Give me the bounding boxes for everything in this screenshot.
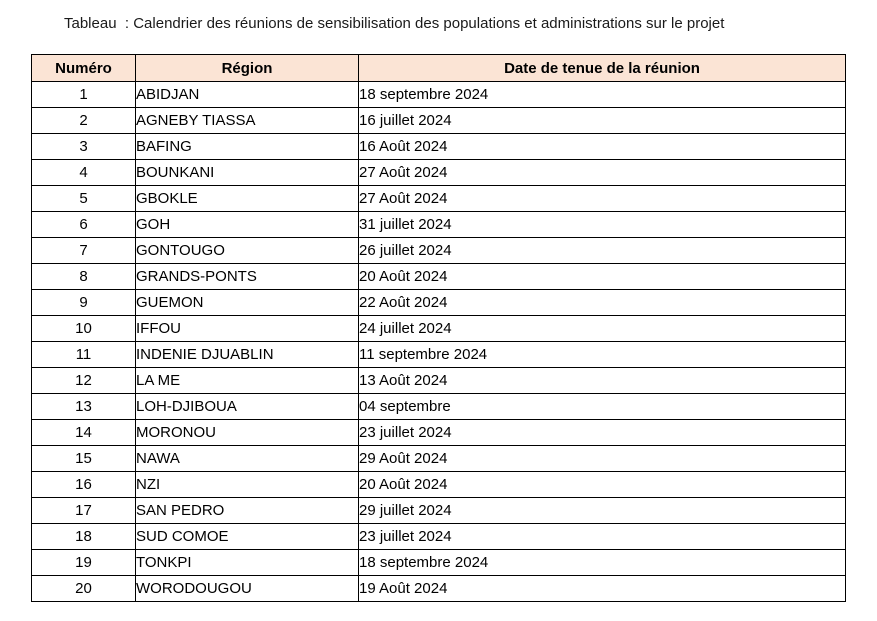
row-number-cell: 3 bbox=[32, 134, 136, 160]
row-region-cell: LOH-DJIBOUA bbox=[136, 394, 359, 420]
table-row bbox=[32, 498, 846, 524]
row-date-cell: 26 juillet 2024 bbox=[359, 238, 846, 264]
row-region-cell: BAFING bbox=[136, 134, 359, 160]
table-row bbox=[32, 550, 846, 576]
row-number-cell: 7 bbox=[32, 238, 136, 264]
row-region-cell: GONTOUGO bbox=[136, 238, 359, 264]
table-row bbox=[32, 82, 846, 108]
meetings-schedule-table bbox=[31, 54, 846, 602]
table-row bbox=[32, 576, 846, 602]
row-date-cell: 18 septembre 2024 bbox=[359, 550, 846, 576]
row-number-cell: 5 bbox=[32, 186, 136, 212]
row-date-cell: 31 juillet 2024 bbox=[359, 212, 846, 238]
row-date-cell: 16 Août 2024 bbox=[359, 134, 846, 160]
row-date-cell: 27 Août 2024 bbox=[359, 186, 846, 212]
row-number-cell: 1 bbox=[32, 82, 136, 108]
row-region-cell: WORODOUGOU bbox=[136, 576, 359, 602]
table-header bbox=[32, 55, 846, 82]
row-region-cell: GBOKLE bbox=[136, 186, 359, 212]
row-number-cell: 19 bbox=[32, 550, 136, 576]
row-date-cell: 29 juillet 2024 bbox=[359, 498, 846, 524]
row-region-cell: LA ME bbox=[136, 368, 359, 394]
row-date-cell: 22 Août 2024 bbox=[359, 290, 846, 316]
row-region-cell: TONKPI bbox=[136, 550, 359, 576]
row-number-cell: 8 bbox=[32, 264, 136, 290]
table-body bbox=[32, 82, 846, 602]
table-row bbox=[32, 108, 846, 134]
row-date-cell: 13 Août 2024 bbox=[359, 368, 846, 394]
row-date-cell: 04 septembre bbox=[359, 394, 846, 420]
row-date-cell: 23 juillet 2024 bbox=[359, 420, 846, 446]
row-date-cell: 20 Août 2024 bbox=[359, 264, 846, 290]
row-date-cell: 23 juillet 2024 bbox=[359, 524, 846, 550]
table-row bbox=[32, 524, 846, 550]
row-number-cell: 11 bbox=[32, 342, 136, 368]
row-region-cell: INDENIE DJUABLIN bbox=[136, 342, 359, 368]
row-region-cell: MORONOU bbox=[136, 420, 359, 446]
table-row bbox=[32, 290, 846, 316]
row-region-cell: NAWA bbox=[136, 446, 359, 472]
table-row bbox=[32, 420, 846, 446]
table-row bbox=[32, 316, 846, 342]
row-number-cell: 15 bbox=[32, 446, 136, 472]
table-row bbox=[32, 238, 846, 264]
table-row bbox=[32, 342, 846, 368]
row-region-cell: IFFOU bbox=[136, 316, 359, 342]
row-date-cell: 18 septembre 2024 bbox=[359, 82, 846, 108]
row-number-cell: 13 bbox=[32, 394, 136, 420]
row-number-cell: 17 bbox=[32, 498, 136, 524]
row-number-cell: 16 bbox=[32, 472, 136, 498]
header-row bbox=[32, 55, 846, 82]
table-row bbox=[32, 472, 846, 498]
row-region-cell: SAN PEDRO bbox=[136, 498, 359, 524]
table-row bbox=[32, 368, 846, 394]
row-number-cell: 9 bbox=[32, 290, 136, 316]
row-date-cell: 19 Août 2024 bbox=[359, 576, 846, 602]
row-region-cell: AGNEBY TIASSA bbox=[136, 108, 359, 134]
row-region-cell: SUD COMOE bbox=[136, 524, 359, 550]
row-number-cell: 10 bbox=[32, 316, 136, 342]
row-date-cell: 20 Août 2024 bbox=[359, 472, 846, 498]
table-caption: Tableau : Calendrier des réunions de sensibilisation des populations et administrations sur le projet bbox=[64, 15, 725, 32]
row-region-cell: GOH bbox=[136, 212, 359, 238]
table-row bbox=[32, 186, 846, 212]
column-header-date: Date de tenue de la réunion bbox=[359, 55, 846, 82]
table-row bbox=[32, 446, 846, 472]
table-row bbox=[32, 160, 846, 186]
row-region-cell: GRANDS-PONTS bbox=[136, 264, 359, 290]
column-header-numero: Numéro bbox=[32, 55, 136, 82]
row-date-cell: 27 Août 2024 bbox=[359, 160, 846, 186]
row-number-cell: 6 bbox=[32, 212, 136, 238]
row-date-cell: 29 Août 2024 bbox=[359, 446, 846, 472]
column-header-region: Région bbox=[136, 55, 359, 82]
row-date-cell: 11 septembre 2024 bbox=[359, 342, 846, 368]
row-date-cell: 24 juillet 2024 bbox=[359, 316, 846, 342]
row-number-cell: 20 bbox=[32, 576, 136, 602]
table-row bbox=[32, 134, 846, 160]
table-row bbox=[32, 264, 846, 290]
table-row bbox=[32, 212, 846, 238]
row-number-cell: 14 bbox=[32, 420, 136, 446]
row-region-cell: ABIDJAN bbox=[136, 82, 359, 108]
row-number-cell: 18 bbox=[32, 524, 136, 550]
row-number-cell: 4 bbox=[32, 160, 136, 186]
row-region-cell: BOUNKANI bbox=[136, 160, 359, 186]
row-number-cell: 12 bbox=[32, 368, 136, 394]
row-region-cell: GUEMON bbox=[136, 290, 359, 316]
row-number-cell: 2 bbox=[32, 108, 136, 134]
row-date-cell: 16 juillet 2024 bbox=[359, 108, 846, 134]
row-region-cell: NZI bbox=[136, 472, 359, 498]
table-row bbox=[32, 394, 846, 420]
